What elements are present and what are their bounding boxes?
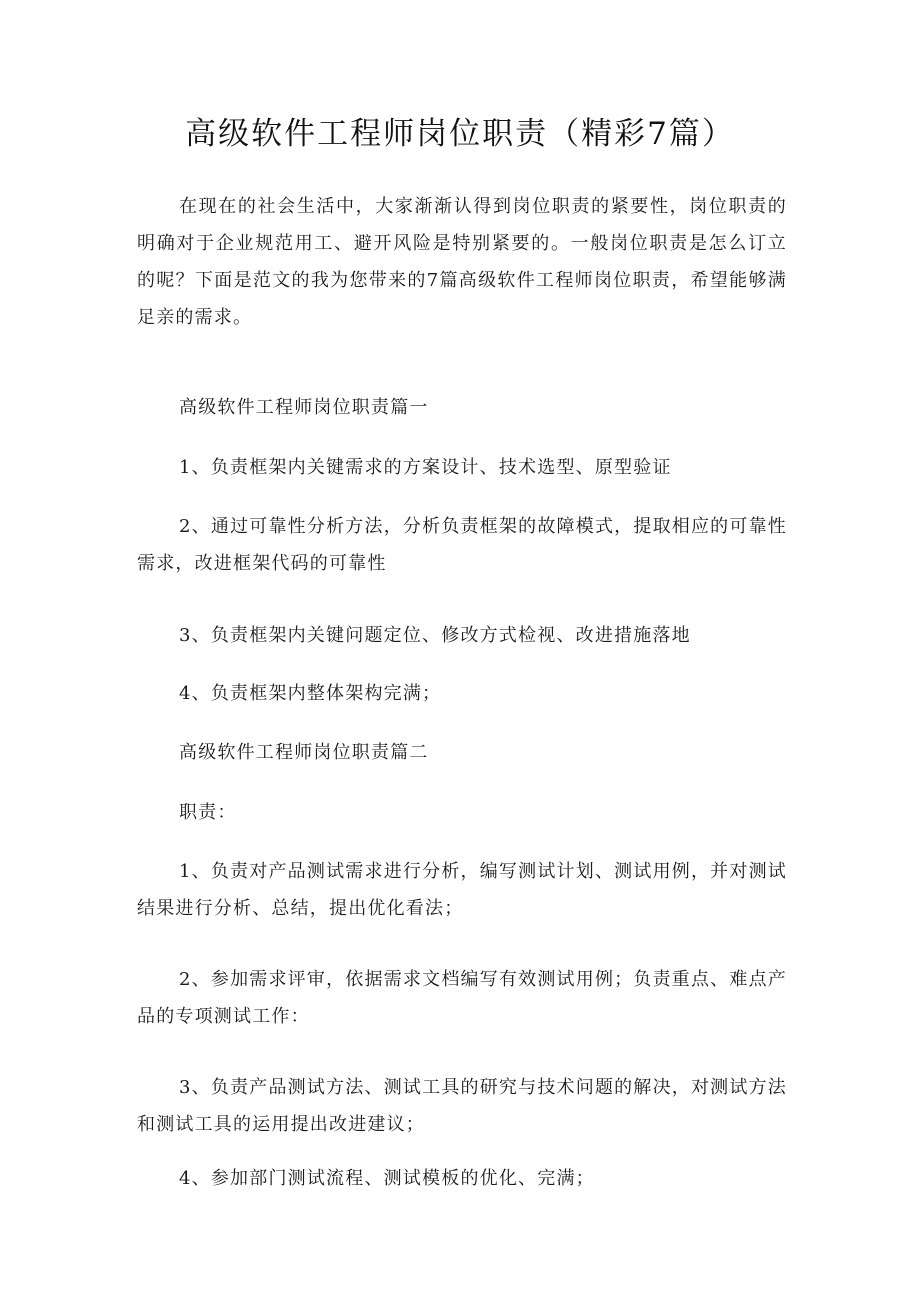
section1-item-4: 4、负责框架内整体架构完满； bbox=[179, 683, 442, 704]
intro-paragraph: 在现在的社会生活中，大家渐渐认得到岗位职责的紧要性，岗位职责的明确对于企业规范用工、避开风险是特别紧要的。一般岗位职责是怎么订立的呢？下面是范文的我为您带来的7篇高级软件工程师岗位职责，希望能够满足亲的需求。 bbox=[137, 196, 787, 328]
section2-subheading: 职责： bbox=[179, 802, 237, 823]
section2-item-1: 1、负责对产品测试需求进行分析，编写测试计划、测试用例，并对测试结果进行分析、总结，提出优化看法； bbox=[137, 861, 787, 919]
section1-item-1: 1、负责框架内关键需求的方案设计、技术选型、原型验证 bbox=[179, 457, 672, 478]
section2-heading: 高级软件工程师岗位职责篇二 bbox=[179, 742, 429, 763]
section1-heading: 高级软件工程师岗位职责篇一 bbox=[179, 397, 429, 418]
document-title: 高级软件工程师岗位职责（精彩7篇） bbox=[185, 116, 735, 152]
section2-item-4: 4、参加部门测试流程、测试模板的优化、完满； bbox=[179, 1168, 595, 1189]
section1-item-2: 2、通过可靠性分析方法，分析负责框架的故障模式，提取相应的可靠性需求，改进框架代码的可靠性 bbox=[137, 516, 787, 574]
section2-item-3: 3、负责产品测试方法、测试工具的研究与技术问题的解决，对测试方法和测试工具的运用提出改进建议； bbox=[137, 1077, 787, 1135]
section1-item-3: 3、负责框架内关键问题定位、修改方式检视、改进措施落地 bbox=[179, 625, 691, 646]
section2-item-2: 2、参加需求评审，依据需求文档编写有效测试用例；负责重点、难点产品的专项测试工作： bbox=[137, 969, 787, 1027]
